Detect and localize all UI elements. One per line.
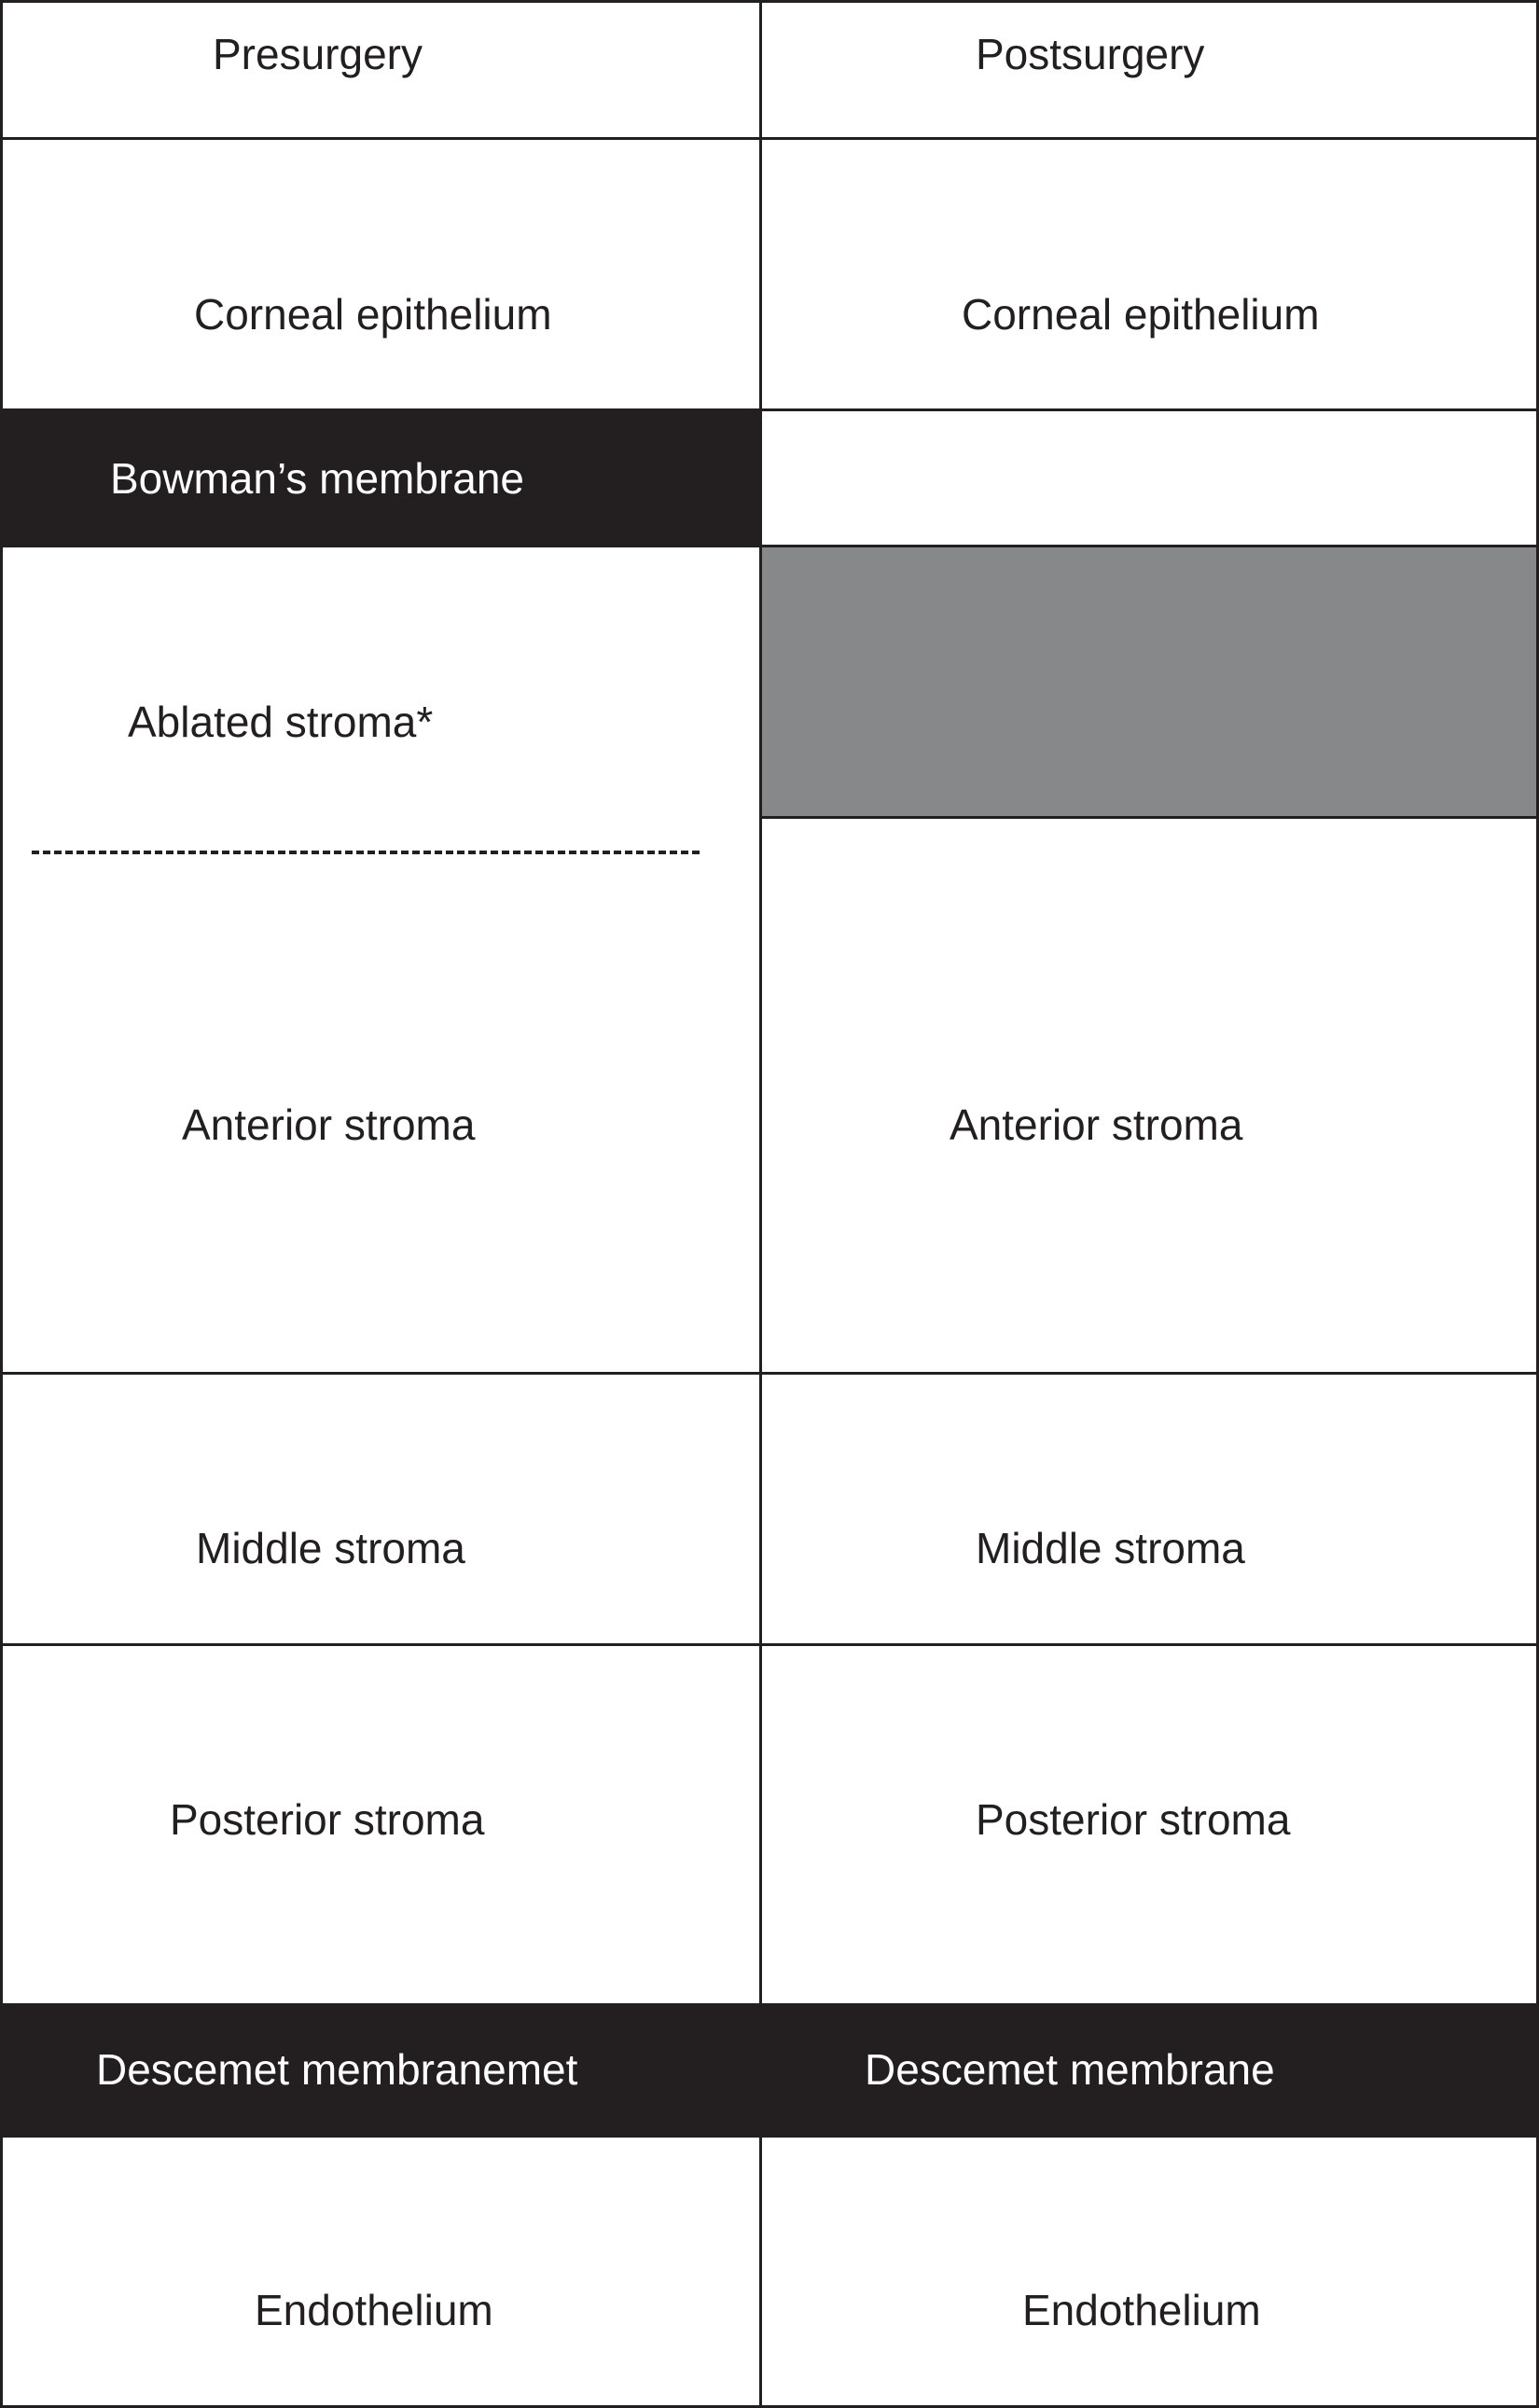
outer-border-left (0, 0, 3, 2408)
row-divider-posterior (0, 2003, 1539, 2006)
post-anterior-stroma-label: Anterior stroma (950, 1100, 1243, 1149)
post-descemet-membrane-label: Descemet membrane (865, 2045, 1275, 2094)
outer-border-top (0, 0, 1539, 3)
pre-endothelium-label: Endothelium (255, 2286, 493, 2334)
row-divider-anterior (0, 1372, 1539, 1375)
pre-corneal-epithelium-label: Corneal epithelium (194, 290, 552, 339)
row-divider-middle (0, 1643, 1539, 1646)
post-endothelium-label: Endothelium (1022, 2286, 1261, 2334)
pre-ablated-stroma-label: Ablated stroma* (128, 698, 434, 746)
pre-descemet-membrane-label: Descemet membranemet (96, 2045, 578, 2094)
row-divider-ablation-post (760, 816, 1539, 819)
row-divider-descemet (0, 2135, 1539, 2138)
ablated-zone-postsurgery (760, 546, 1539, 817)
post-middle-stroma-label: Middle stroma (976, 1524, 1245, 1572)
header-presurgery: Presurgery (213, 30, 423, 78)
header-postsurgery: Postsurgery (976, 30, 1205, 78)
ablation-depth-dashed-line (32, 851, 700, 854)
row-divider-bowman (0, 545, 1539, 547)
pre-bowmans-membrane-label: Bowman’s membrane (110, 454, 525, 503)
row-divider-header (0, 137, 1539, 140)
pre-middle-stroma-label: Middle stroma (196, 1524, 465, 1572)
post-posterior-stroma-label: Posterior stroma (976, 1795, 1291, 1844)
column-divider (759, 0, 762, 2408)
pre-posterior-stroma-label: Posterior stroma (170, 1795, 485, 1844)
post-corneal-epithelium-label: Corneal epithelium (962, 290, 1320, 339)
pre-anterior-stroma-label: Anterior stroma (182, 1100, 476, 1149)
row-divider-epithelium (0, 408, 1539, 411)
